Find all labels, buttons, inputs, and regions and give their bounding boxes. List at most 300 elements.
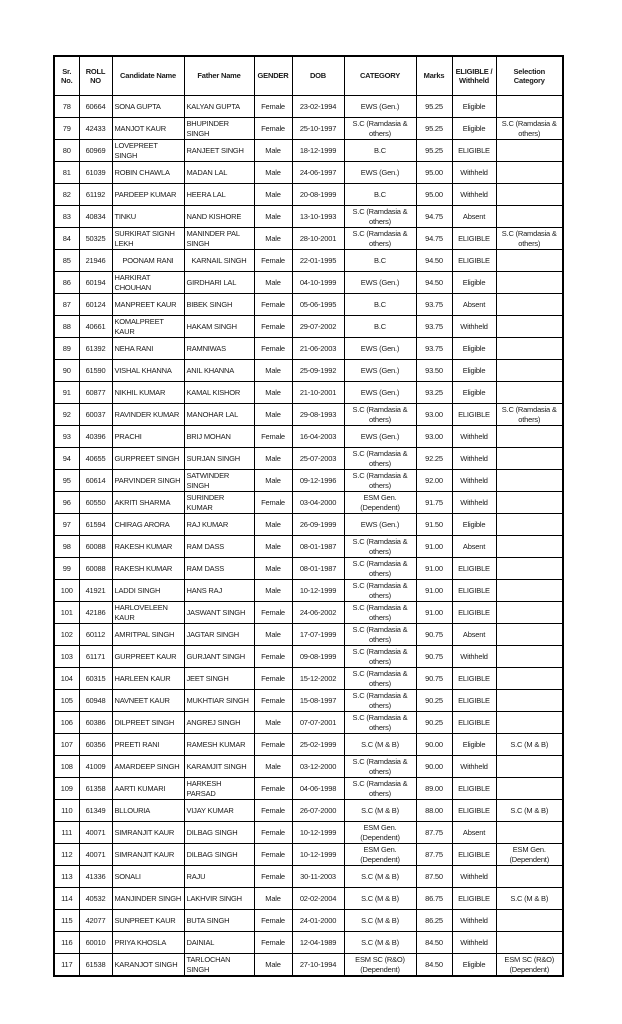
- cell-selection: [496, 580, 563, 602]
- cell-name: AMRITPAL SINGH: [112, 624, 184, 646]
- cell-marks: 95.00: [416, 184, 452, 206]
- table-row: [54, 690, 563, 712]
- cell-dob: 18-12-1999: [292, 140, 344, 162]
- cell-gender: Male: [254, 624, 292, 646]
- cell-roll: 42077: [79, 910, 112, 932]
- cell-dob: 25-09-1992: [292, 360, 344, 382]
- cell-selection: [496, 492, 563, 514]
- cell-sr: 108: [54, 756, 79, 778]
- cell-sr: 94: [54, 448, 79, 470]
- cell-selection: [496, 822, 563, 844]
- cell-dob: 04-06-1998: [292, 778, 344, 800]
- cell-status: Eligible: [452, 272, 496, 294]
- cell-marks: 94.50: [416, 250, 452, 272]
- cell-father: MADAN LAL: [184, 162, 254, 184]
- cell-sr: 79: [54, 118, 79, 140]
- cell-roll: 60088: [79, 558, 112, 580]
- cell-status: Absent: [452, 294, 496, 316]
- cell-status: Eligible: [452, 954, 496, 977]
- cell-sr: 115: [54, 910, 79, 932]
- cell-status: ELIGIBLE: [452, 888, 496, 910]
- cell-sr: 116: [54, 932, 79, 954]
- cell-name: SIMRANJIT KAUR: [112, 822, 184, 844]
- cell-name: ROBIN CHAWLA: [112, 162, 184, 184]
- cell-marks: 90.75: [416, 668, 452, 690]
- cell-dob: 26-07-2000: [292, 800, 344, 822]
- cell-status: ELIGIBLE: [452, 250, 496, 272]
- header-cell-roll: ROLL NO: [79, 56, 112, 96]
- table-row: [54, 140, 563, 162]
- cell-dob: 25-10-1997: [292, 118, 344, 140]
- table-row: [54, 954, 563, 977]
- cell-roll: 61590: [79, 360, 112, 382]
- cell-name: POONAM RANI: [112, 250, 184, 272]
- cell-dob: 24-06-2002: [292, 602, 344, 624]
- cell-category: S.C (Ramdasia & others): [344, 448, 416, 470]
- cell-status: ELIGIBLE: [452, 844, 496, 866]
- cell-name: VISHAL KHANNA: [112, 360, 184, 382]
- cell-category: S.C (Ramdasia & others): [344, 712, 416, 734]
- cell-gender: Male: [254, 272, 292, 294]
- cell-roll: 60356: [79, 734, 112, 756]
- cell-father: LAKHVIR SINGH: [184, 888, 254, 910]
- table-row: [54, 602, 563, 624]
- cell-sr: 104: [54, 668, 79, 690]
- cell-gender: Female: [254, 492, 292, 514]
- cell-roll: 40071: [79, 822, 112, 844]
- cell-name: BLLOURIA: [112, 800, 184, 822]
- cell-gender: Female: [254, 250, 292, 272]
- cell-status: Withheld: [452, 932, 496, 954]
- cell-status: ELIGIBLE: [452, 602, 496, 624]
- cell-dob: 07-07-2001: [292, 712, 344, 734]
- cell-sr: 99: [54, 558, 79, 580]
- cell-dob: 30-11-2003: [292, 866, 344, 888]
- header-cell-sr: Sr. No.: [54, 56, 79, 96]
- cell-sr: 84: [54, 228, 79, 250]
- cell-status: ELIGIBLE: [452, 712, 496, 734]
- cell-name: AMARDEEP SINGH: [112, 756, 184, 778]
- cell-roll: 60550: [79, 492, 112, 514]
- cell-roll: 60948: [79, 690, 112, 712]
- cell-sr: 80: [54, 140, 79, 162]
- cell-gender: Female: [254, 734, 292, 756]
- table-row: [54, 316, 563, 338]
- cell-status: Withheld: [452, 448, 496, 470]
- cell-name: RAKESH KUMAR: [112, 558, 184, 580]
- cell-status: Eligible: [452, 514, 496, 536]
- cell-status: Absent: [452, 536, 496, 558]
- cell-gender: Female: [254, 96, 292, 118]
- cell-category: S.C (Ramdasia & others): [344, 778, 416, 800]
- cell-name: PREETI RANI: [112, 734, 184, 756]
- cell-gender: Male: [254, 228, 292, 250]
- table-row: [54, 470, 563, 492]
- table-row: [54, 184, 563, 206]
- cell-roll: 42186: [79, 602, 112, 624]
- cell-gender: Male: [254, 712, 292, 734]
- cell-selection: [496, 96, 563, 118]
- cell-marks: 90.00: [416, 756, 452, 778]
- cell-marks: 93.00: [416, 426, 452, 448]
- cell-selection: [496, 206, 563, 228]
- cell-name: NIKHIL KUMAR: [112, 382, 184, 404]
- cell-category: S.C (Ramdasia & others): [344, 118, 416, 140]
- cell-roll: 60088: [79, 536, 112, 558]
- cell-roll: 40532: [79, 888, 112, 910]
- cell-sr: 95: [54, 470, 79, 492]
- cell-gender: Male: [254, 404, 292, 426]
- cell-status: ELIGIBLE: [452, 668, 496, 690]
- cell-name: MANJOT KAUR: [112, 118, 184, 140]
- cell-selection: [496, 558, 563, 580]
- cell-sr: 86: [54, 272, 79, 294]
- cell-status: ELIGIBLE: [452, 690, 496, 712]
- table-row: [54, 778, 563, 800]
- cell-gender: Female: [254, 800, 292, 822]
- cell-category: ESM Gen. (Dependent): [344, 822, 416, 844]
- cell-roll: 61171: [79, 646, 112, 668]
- cell-selection: [496, 470, 563, 492]
- table-row: [54, 492, 563, 514]
- cell-roll: 42433: [79, 118, 112, 140]
- cell-marks: 93.25: [416, 382, 452, 404]
- cell-selection: [496, 602, 563, 624]
- cell-gender: Female: [254, 426, 292, 448]
- cell-roll: 60386: [79, 712, 112, 734]
- cell-father: BHUPINDER SINGH: [184, 118, 254, 140]
- cell-sr: 112: [54, 844, 79, 866]
- cell-name: KARANJOT SINGH: [112, 954, 184, 977]
- cell-category: ESM Gen. (Dependent): [344, 844, 416, 866]
- cell-name: RAKESH KUMAR: [112, 536, 184, 558]
- cell-marks: 95.00: [416, 162, 452, 184]
- cell-status: Eligible: [452, 734, 496, 756]
- cell-sr: 106: [54, 712, 79, 734]
- cell-status: ELIGIBLE: [452, 800, 496, 822]
- cell-status: ELIGIBLE: [452, 228, 496, 250]
- table-row: [54, 756, 563, 778]
- cell-marks: 90.00: [416, 734, 452, 756]
- cell-dob: 17-07-1999: [292, 624, 344, 646]
- cell-roll: 60194: [79, 272, 112, 294]
- cell-name: KOMALPREET KAUR: [112, 316, 184, 338]
- table-row: [54, 646, 563, 668]
- cell-gender: Female: [254, 602, 292, 624]
- cell-category: EWS (Gen.): [344, 382, 416, 404]
- cell-father: DILBAG SINGH: [184, 822, 254, 844]
- cell-selection: [496, 426, 563, 448]
- cell-gender: Male: [254, 184, 292, 206]
- cell-father: RAJU: [184, 866, 254, 888]
- cell-gender: Male: [254, 360, 292, 382]
- cell-marks: 94.75: [416, 206, 452, 228]
- cell-marks: 94.75: [416, 228, 452, 250]
- cell-selection: [496, 778, 563, 800]
- cell-roll: 61358: [79, 778, 112, 800]
- cell-father: MANOHAR LAL: [184, 404, 254, 426]
- cell-roll: 60877: [79, 382, 112, 404]
- cell-gender: Male: [254, 162, 292, 184]
- cell-name: AKRITI SHARMA: [112, 492, 184, 514]
- cell-name: AARTI KUMARI: [112, 778, 184, 800]
- cell-category: S.C (M & B): [344, 888, 416, 910]
- cell-selection: S.C (M & B): [496, 734, 563, 756]
- cell-sr: 98: [54, 536, 79, 558]
- cell-gender: Male: [254, 382, 292, 404]
- cell-selection: S.C (Ramdasia & others): [496, 228, 563, 250]
- cell-roll: 61349: [79, 800, 112, 822]
- cell-roll: 40655: [79, 448, 112, 470]
- cell-sr: 105: [54, 690, 79, 712]
- cell-father: RAMNIWAS: [184, 338, 254, 360]
- cell-category: B.C: [344, 140, 416, 162]
- cell-sr: 83: [54, 206, 79, 228]
- cell-dob: 08-01-1987: [292, 536, 344, 558]
- cell-gender: Male: [254, 448, 292, 470]
- cell-selection: [496, 514, 563, 536]
- cell-name: LOVEPREET SINGH: [112, 140, 184, 162]
- cell-father: DAINIAL: [184, 932, 254, 954]
- cell-status: Eligible: [452, 118, 496, 140]
- cell-roll: 40071: [79, 844, 112, 866]
- cell-marks: 95.25: [416, 140, 452, 162]
- cell-roll: 60969: [79, 140, 112, 162]
- cell-father: DILBAG SINGH: [184, 844, 254, 866]
- cell-name: TINKU: [112, 206, 184, 228]
- cell-gender: Female: [254, 338, 292, 360]
- cell-gender: Female: [254, 668, 292, 690]
- cell-gender: Female: [254, 646, 292, 668]
- cell-category: B.C: [344, 184, 416, 206]
- cell-marks: 92.25: [416, 448, 452, 470]
- cell-dob: 08-01-1987: [292, 558, 344, 580]
- cell-marks: 93.75: [416, 316, 452, 338]
- cell-marks: 90.25: [416, 690, 452, 712]
- cell-name: PARVINDER SINGH: [112, 470, 184, 492]
- cell-marks: 91.75: [416, 492, 452, 514]
- cell-category: S.C (Ramdasia & others): [344, 536, 416, 558]
- cell-dob: 13-10-1993: [292, 206, 344, 228]
- cell-roll: 60315: [79, 668, 112, 690]
- table-row: [54, 360, 563, 382]
- cell-selection: [496, 184, 563, 206]
- cell-roll: 60124: [79, 294, 112, 316]
- cell-father: MUKHTIAR SINGH: [184, 690, 254, 712]
- cell-status: Withheld: [452, 866, 496, 888]
- cell-name: HARLOVELEEN KAUR: [112, 602, 184, 624]
- cell-name: DILPREET SINGH: [112, 712, 184, 734]
- cell-dob: 24-01-2000: [292, 910, 344, 932]
- cell-selection: [496, 360, 563, 382]
- cell-gender: Female: [254, 294, 292, 316]
- cell-selection: [496, 624, 563, 646]
- cell-gender: Male: [254, 756, 292, 778]
- table-row: [54, 536, 563, 558]
- cell-gender: Female: [254, 932, 292, 954]
- cell-dob: 05-06-1995: [292, 294, 344, 316]
- cell-sr: 110: [54, 800, 79, 822]
- cell-selection: S.C (Ramdasia & others): [496, 118, 563, 140]
- cell-category: EWS (Gen.): [344, 514, 416, 536]
- cell-name: LADDI SINGH: [112, 580, 184, 602]
- header-cell-name: Candidate Name: [112, 56, 184, 96]
- cell-father: BIBEK SINGH: [184, 294, 254, 316]
- cell-gender: Male: [254, 558, 292, 580]
- table-row: [54, 272, 563, 294]
- cell-roll: 61538: [79, 954, 112, 977]
- cell-dob: 29-07-2002: [292, 316, 344, 338]
- cell-selection: [496, 866, 563, 888]
- table-row: [54, 118, 563, 140]
- cell-father: KALYAN GUPTA: [184, 96, 254, 118]
- cell-dob: 25-02-1999: [292, 734, 344, 756]
- cell-father: ANGREJ SINGH: [184, 712, 254, 734]
- cell-sr: 96: [54, 492, 79, 514]
- cell-roll: 60112: [79, 624, 112, 646]
- cell-category: EWS (Gen.): [344, 272, 416, 294]
- cell-father: RAMESH KUMAR: [184, 734, 254, 756]
- cell-category: S.C (Ramdasia & others): [344, 580, 416, 602]
- cell-status: ELIGIBLE: [452, 404, 496, 426]
- cell-selection: [496, 250, 563, 272]
- cell-name: PRACHI: [112, 426, 184, 448]
- cell-status: Withheld: [452, 910, 496, 932]
- cell-category: S.C (Ramdasia & others): [344, 206, 416, 228]
- cell-marks: 90.75: [416, 646, 452, 668]
- cell-roll: 41009: [79, 756, 112, 778]
- cell-roll: 40661: [79, 316, 112, 338]
- cell-name: RAVINDER KUMAR: [112, 404, 184, 426]
- cell-dob: 04-10-1999: [292, 272, 344, 294]
- cell-category: S.C (Ramdasia & others): [344, 668, 416, 690]
- cell-name: CHIRAG ARORA: [112, 514, 184, 536]
- cell-marks: 91.50: [416, 514, 452, 536]
- cell-sr: 91: [54, 382, 79, 404]
- table-body: [54, 96, 563, 977]
- cell-category: EWS (Gen.): [344, 426, 416, 448]
- cell-father: RANJEET SINGH: [184, 140, 254, 162]
- cell-father: JASWANT SINGH: [184, 602, 254, 624]
- cell-dob: 21-06-2003: [292, 338, 344, 360]
- table-row: [54, 932, 563, 954]
- cell-name: GURPREET KAUR: [112, 646, 184, 668]
- cell-category: S.C (Ramdasia & others): [344, 404, 416, 426]
- cell-name: PRIYA KHOSLA: [112, 932, 184, 954]
- cell-roll: 61392: [79, 338, 112, 360]
- cell-father: SATWINDER SINGH: [184, 470, 254, 492]
- cell-gender: Female: [254, 822, 292, 844]
- table-row: [54, 96, 563, 118]
- cell-category: S.C (Ramdasia & others): [344, 690, 416, 712]
- table-row: [54, 162, 563, 184]
- cell-marks: 84.50: [416, 954, 452, 977]
- cell-category: EWS (Gen.): [344, 360, 416, 382]
- cell-dob: 10-12-1999: [292, 580, 344, 602]
- cell-status: Withheld: [452, 426, 496, 448]
- cell-sr: 87: [54, 294, 79, 316]
- cell-name: HARKIRAT CHOUHAN: [112, 272, 184, 294]
- cell-gender: Male: [254, 888, 292, 910]
- table-row: [54, 712, 563, 734]
- cell-category: S.C (M & B): [344, 800, 416, 822]
- cell-gender: Female: [254, 690, 292, 712]
- cell-father: NAND KISHORE: [184, 206, 254, 228]
- cell-dob: 15-08-1997: [292, 690, 344, 712]
- cell-sr: 113: [54, 866, 79, 888]
- cell-father: SURJAN SINGH: [184, 448, 254, 470]
- cell-sr: 114: [54, 888, 79, 910]
- cell-marks: 91.00: [416, 580, 452, 602]
- cell-name: SONALI: [112, 866, 184, 888]
- cell-selection: ESM SC (R&O) (Dependent): [496, 954, 563, 977]
- cell-dob: 25-07-2003: [292, 448, 344, 470]
- cell-sr: 82: [54, 184, 79, 206]
- candidate-results-table: [53, 55, 564, 977]
- cell-father: VIJAY KUMAR: [184, 800, 254, 822]
- cell-selection: [496, 316, 563, 338]
- cell-status: Eligible: [452, 360, 496, 382]
- table-row: [54, 514, 563, 536]
- cell-name: SIMRANJIT KAUR: [112, 844, 184, 866]
- cell-dob: 12-04-1989: [292, 932, 344, 954]
- cell-marks: 95.25: [416, 118, 452, 140]
- table-row: [54, 580, 563, 602]
- cell-category: B.C: [344, 250, 416, 272]
- cell-category: B.C: [344, 294, 416, 316]
- cell-dob: 09-08-1999: [292, 646, 344, 668]
- table-row: [54, 910, 563, 932]
- cell-roll: 61594: [79, 514, 112, 536]
- cell-roll: 61039: [79, 162, 112, 184]
- cell-marks: 93.75: [416, 294, 452, 316]
- cell-marks: 91.00: [416, 558, 452, 580]
- cell-selection: ESM Gen. (Dependent): [496, 844, 563, 866]
- cell-marks: 90.75: [416, 624, 452, 646]
- cell-marks: 87.75: [416, 844, 452, 866]
- cell-father: HAKAM SINGH: [184, 316, 254, 338]
- cell-roll: 40834: [79, 206, 112, 228]
- cell-category: S.C (M & B): [344, 910, 416, 932]
- cell-marks: 95.25: [416, 96, 452, 118]
- cell-gender: Female: [254, 910, 292, 932]
- cell-father: JEET SINGH: [184, 668, 254, 690]
- cell-marks: 89.00: [416, 778, 452, 800]
- cell-sr: 92: [54, 404, 79, 426]
- table-row: [54, 624, 563, 646]
- cell-selection: [496, 756, 563, 778]
- cell-marks: 90.25: [416, 712, 452, 734]
- cell-gender: Male: [254, 580, 292, 602]
- cell-sr: 103: [54, 646, 79, 668]
- table-row: [54, 338, 563, 360]
- cell-selection: S.C (Ramdasia & others): [496, 404, 563, 426]
- cell-gender: Male: [254, 514, 292, 536]
- cell-status: Withheld: [452, 492, 496, 514]
- cell-marks: 91.00: [416, 536, 452, 558]
- table-row: [54, 558, 563, 580]
- cell-roll: 41336: [79, 866, 112, 888]
- cell-father: ANIL KHANNA: [184, 360, 254, 382]
- cell-gender: Male: [254, 206, 292, 228]
- cell-gender: Female: [254, 866, 292, 888]
- cell-father: HARKESH PARSAD: [184, 778, 254, 800]
- cell-dob: 26-09-1999: [292, 514, 344, 536]
- cell-father: MANINDER PAL SINGH: [184, 228, 254, 250]
- cell-name: SUNPREET KAUR: [112, 910, 184, 932]
- cell-selection: [496, 272, 563, 294]
- cell-name: SURKIRAT SIGNH LEKH: [112, 228, 184, 250]
